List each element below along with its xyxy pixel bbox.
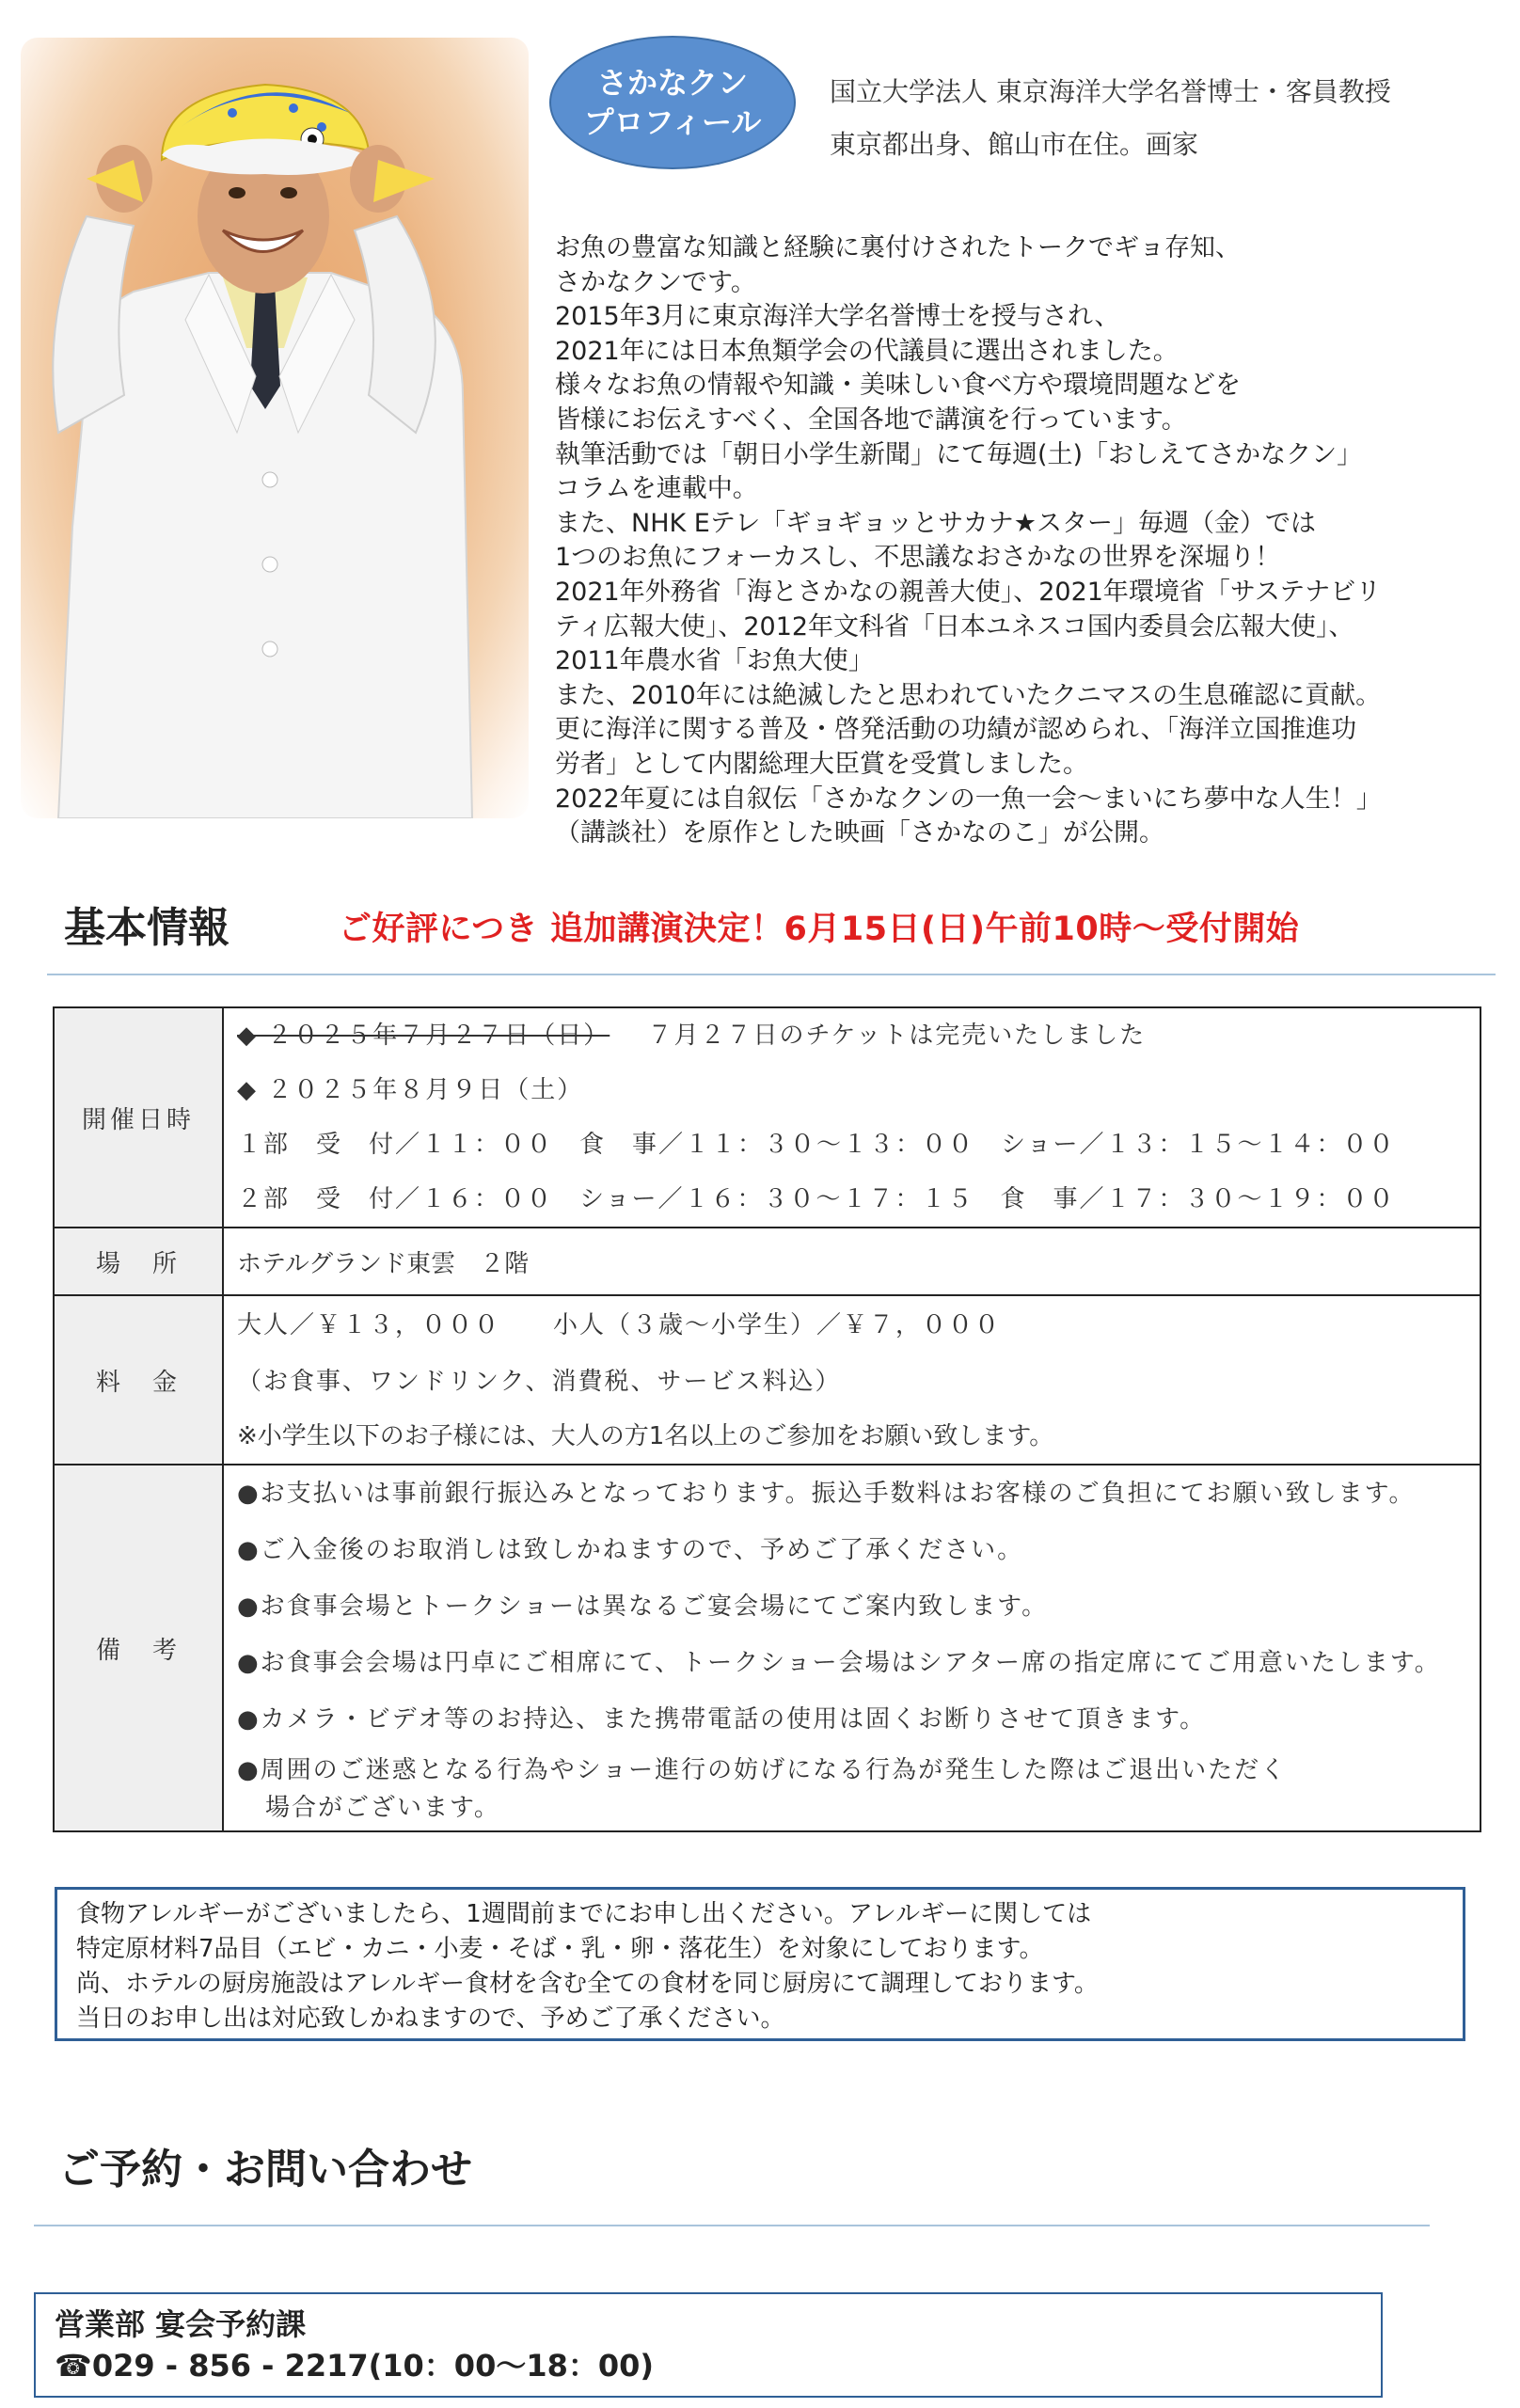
soldout-note: ７月２７日のチケットは完売いたしました xyxy=(647,1022,1147,1050)
divider xyxy=(34,2225,1430,2226)
venue-row xyxy=(54,1228,1480,1295)
contact-department: 営業部 宴会予約課 xyxy=(55,2306,307,2342)
bio-line: 2021年には日本魚類学会の代議員に選出されました。 xyxy=(555,336,1179,366)
fee-row xyxy=(54,1295,1480,1465)
reservation-heading: ご予約・お問い合わせ xyxy=(58,2146,472,2194)
bio-line: 更に海洋に関する普及・啓発活動の功績が認められ、「海洋立国推進功 xyxy=(555,715,1357,745)
bio-line: （講談社）を原作とした映画「さかなのこ」が公開。 xyxy=(555,818,1164,848)
fee-label: 料 金 xyxy=(54,1295,223,1465)
allergy-line: 尚、ホテルの厨房施設はアレルギー食材を含む全ての食材を同じ厨房にて調理しております。 xyxy=(76,1970,1099,1998)
bio-line: 2021年外務省「海とさかなの親善大使」、2021年環境省「サステナビリ xyxy=(555,577,1382,607)
bio-line: さかなクンです。 xyxy=(555,267,756,297)
new-date: ◆ ２０２５年８月９日（土） xyxy=(237,1076,584,1104)
date-row xyxy=(54,1007,1480,1228)
contact-box xyxy=(34,2292,1383,2398)
part2-schedule: ２部 受 付／１６：００ ショー／１６：３０〜１７：１５ 食 事／１７：３０〜１９：００ xyxy=(237,1185,1396,1213)
profile-badge-name: さかなクン xyxy=(596,65,748,101)
basic-info-heading: 基本情報 xyxy=(64,904,230,952)
event-info-table xyxy=(53,1006,1481,1832)
allergy-line: 食物アレルギーがございましたら、1週間前までにお申し出ください。アレルギーに関しては xyxy=(76,1900,1092,1928)
allergy-line: 特定原材料7品目（エビ・カニ・小麦・そば・乳・卵・落花生）を対象にしております。 xyxy=(76,1935,1044,1963)
venue-value: ホテルグランド東雲 ２階 xyxy=(223,1228,1480,1295)
bio-line: 2022年夏には自叙伝「さかなクンの一魚一会〜まいにち夢中な人生！」 xyxy=(555,784,1382,814)
note-item-continued: 場合がございます。 xyxy=(265,1794,500,1822)
bio-line: 2015年3月に東京海洋大学名誉博士を授与され、 xyxy=(555,302,1120,332)
fee-prices: 大人／￥１３，０００ 小人（３歳〜小学生）／￥７，０００ xyxy=(237,1311,1002,1339)
venue-label: 場 所 xyxy=(54,1228,223,1295)
additional-show-notice: ご好評につき 追加講演決定！6月15日(日)午前10時〜受付開始 xyxy=(339,911,1300,948)
profile-photo xyxy=(21,38,529,818)
fee-includes: （お食事、ワンドリンク、消費税、サービス料込） xyxy=(237,1368,842,1396)
note-item: ●周囲のご迷惑となる行為やショー進行の妨げになる行為が発生した際はご退出いただく xyxy=(237,1756,1288,1784)
profile-title: 国立大学法人 東京海洋大学名誉博士・客員教授 xyxy=(830,76,1391,107)
note-item: ●お食事会場とトークショーは異なるご宴会場にてご案内致します。 xyxy=(237,1592,1049,1621)
profile-origin: 東京都出身、館山市在住。画家 xyxy=(830,129,1199,160)
note-item: ●お支払いは事前銀行振込みとなっております。振込手数料はお客様のご負担にてお願い致します。 xyxy=(237,1480,1416,1508)
notes-label: 備 考 xyxy=(54,1465,223,1831)
bio-line: 執筆活動では「朝日小学生新聞」にて毎週(土)「おしえてさかなクン」 xyxy=(555,439,1363,469)
part1-schedule: １部 受 付／１１：００ 食 事／１１：３０〜１３：００ ショー／１３：１５〜１４：００ xyxy=(237,1131,1396,1159)
person-illustration xyxy=(21,38,529,818)
fee-note: ※小学生以下のお子様には、大人の方1名以上のご参加をお願い致します。 xyxy=(237,1422,1054,1450)
bio-line: 労者」として内閣総理大臣賞を受賞しました。 xyxy=(555,749,1088,779)
bio-line: お魚の豊富な知識と経験に裏付けされたトークでギョ存知、 xyxy=(555,233,1241,262)
bio-line: また、NHK Eテレ「ギョギョッとサカナ★スター」毎週（金）では xyxy=(555,508,1316,538)
bio-line: 皆様にお伝えすべく、全国各地で講演を行っています。 xyxy=(555,404,1187,435)
allergy-line: 当日のお申し出は対応致しかねますので、予めご了承ください。 xyxy=(76,2004,785,2033)
profile-badge-label: プロフィール xyxy=(583,104,762,140)
allergy-notice xyxy=(55,1887,1465,2041)
cancelled-date: ◆ ２０２５年７月２７日（日） xyxy=(237,1022,610,1050)
note-item: ●カメラ・ビデオ等のお持込、また携帯電話の使用は固くお断りさせて頂きます。 xyxy=(237,1705,1207,1734)
date-value xyxy=(223,1007,1480,1228)
note-item: ●お食事会会場は円卓にご相席にて、トークショー会場はシアター席の指定席にてご用意いたします。 xyxy=(237,1649,1441,1677)
notes-row xyxy=(54,1465,1480,1831)
note-item: ●ご入金後のお取消しは致しかねますので、予めご了承ください。 xyxy=(237,1536,1024,1564)
bio-line: 様々なお魚の情報や知識・美味しい食べ方や環境問題などを xyxy=(555,371,1241,401)
date-label: 開催日時 xyxy=(54,1007,223,1228)
divider xyxy=(47,974,1496,975)
bio-line: コラムを連載中。 xyxy=(555,474,758,504)
bio-line: 1つのお魚にフォーカスし、不思議なおさかなの世界を深堀り！ xyxy=(555,543,1281,573)
notes-value xyxy=(223,1465,1480,1831)
contact-phone[interactable]: ☎029 - 856 - 2217(10：00〜18：00) xyxy=(55,2348,655,2384)
profile-badge xyxy=(549,36,796,169)
profile-bio xyxy=(555,231,1514,851)
bio-line: また、2010年には絶滅したと思われていたクニマスの生息確認に貢献。 xyxy=(555,680,1382,710)
fee-value xyxy=(223,1295,1480,1465)
bio-line: 2011年農水省「お魚大使」 xyxy=(555,646,874,676)
bio-line: ティ広報大使」、2012年文科省「日本ユネスコ国内委員会広報大使」、 xyxy=(555,611,1354,642)
